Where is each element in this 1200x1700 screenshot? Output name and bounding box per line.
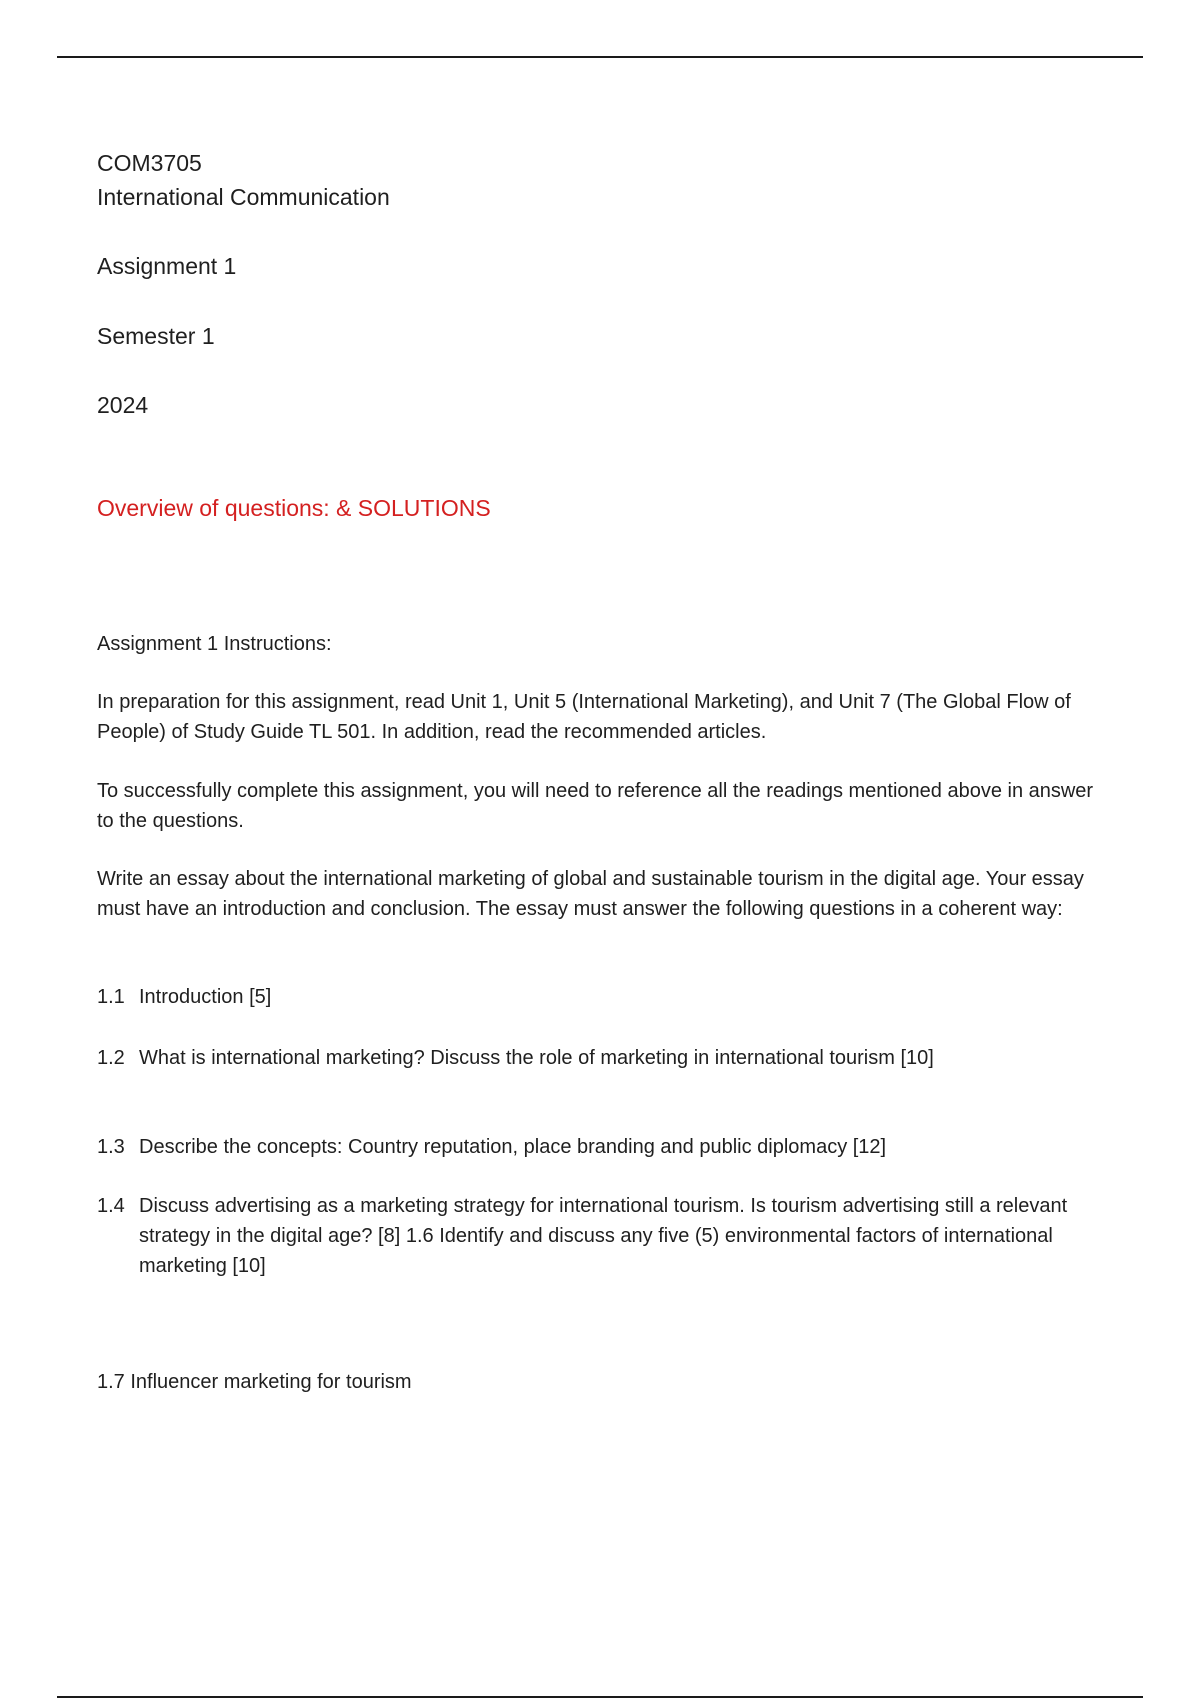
question-item — [97, 1132, 1097, 1162]
question-item — [97, 1191, 1097, 1281]
influencer-item: 1.7 Influencer marketing for tourism — [97, 1371, 412, 1393]
course-code: COM3705 — [97, 150, 202, 176]
question-text: Describe the concepts: Country reputation, place branding and public diplomacy [12] — [139, 1136, 887, 1158]
year-label: 2024 — [97, 392, 149, 418]
question-number: 1.2 — [97, 1047, 125, 1069]
semester-label: Semester 1 — [97, 323, 215, 349]
question-item — [97, 982, 1097, 1012]
question-number: 1.1 — [97, 986, 125, 1008]
assignment-label: Assignment 1 — [97, 253, 237, 279]
question-text: What is international marketing? Discuss the role of marketing in international tourism [10] — [139, 1047, 934, 1069]
instructions-paragraph-2: To successfully complete this assignment, you will need to reference all the readings mentioned above in answer to the questions. — [97, 780, 1094, 832]
course-name: International Communication — [97, 184, 390, 210]
question-number: 1.4 — [97, 1195, 125, 1217]
instructions-paragraph-1: In preparation for this assignment, read Unit 1, Unit 5 (International Marketing), and Unit 7 (The Global Flow of People) of Study Guide TL 501. In addition, read the recommended articles. — [97, 691, 1071, 743]
instructions-paragraph-3: Write an essay about the international marketing of global and sustainable tourism in the digital age. Your essay must have an introduction and conclusion. The essay must answer the following questions in a coherent way: — [97, 868, 1084, 920]
bottom-rule — [57, 1696, 1143, 1698]
top-rule — [57, 56, 1143, 58]
question-number: 1.3 — [97, 1136, 125, 1158]
question-text: Introduction [5] — [139, 986, 272, 1008]
question-text: Discuss advertising as a marketing strategy for international tourism. Is tourism advertising still a relevant strategy in the digital age? [8] 1.6 Identify and discuss any five (5) environmental factors of international marketing [10] — [139, 1195, 1068, 1277]
question-item — [97, 1043, 1097, 1073]
instructions-heading: Assignment 1 Instructions: — [97, 633, 332, 655]
overview-title: Overview of questions: & SOLUTIONS — [97, 495, 491, 521]
